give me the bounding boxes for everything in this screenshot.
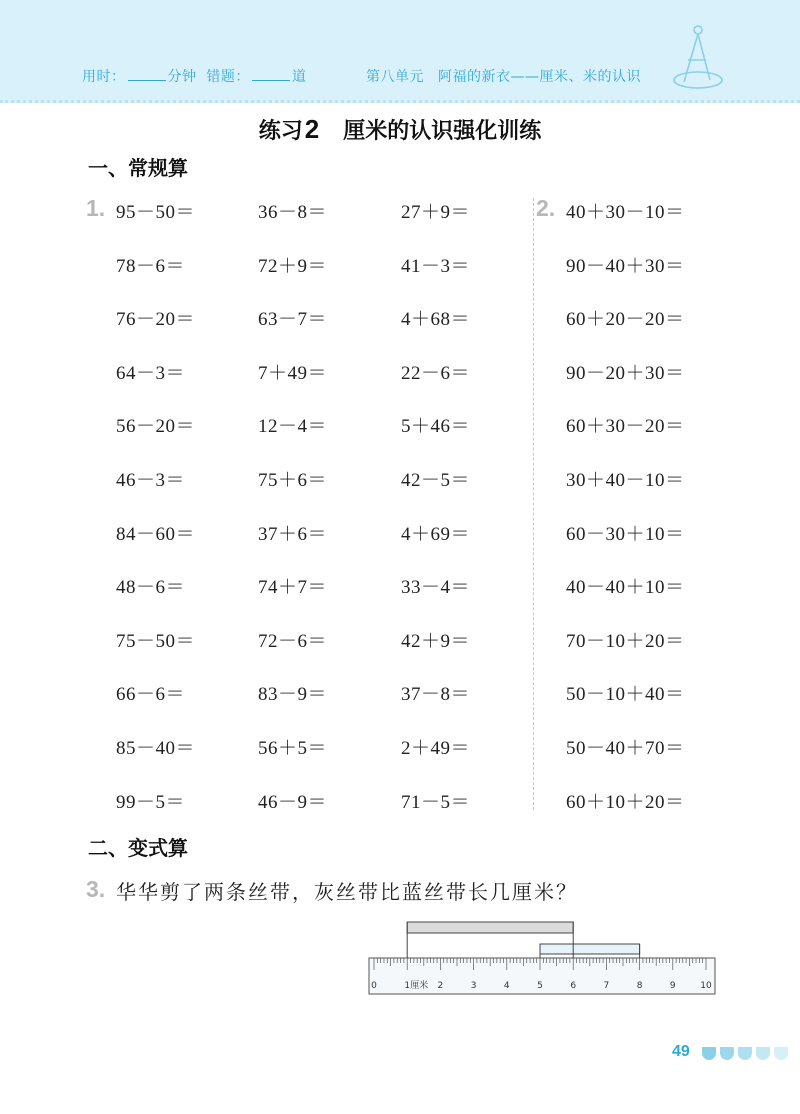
problem-1-10: 66－6＝ [116,684,186,706]
problem-3-3: 4＋68＝ [401,309,471,331]
column-divider [533,198,534,810]
errors-blank[interactable] [252,80,290,81]
question-number-1: 1. [86,195,106,221]
problem-3-10: 37－8＝ [401,684,471,706]
problem-1-7: 84－60＝ [116,523,196,545]
problem-1-6: 46－3＝ [116,470,186,491]
page-number: 49 [672,1043,690,1060]
problem-3-4: 22－6＝ [401,362,471,384]
problem-3-7: 4＋69＝ [401,523,471,545]
problem-1-8: 48－6＝ [116,577,186,599]
gray-ribbon [407,922,573,933]
problem-4-9: 70－10＋20＝ [566,630,685,652]
title-number: 2 [304,114,320,144]
title-text: 厘米的认识强化训练 [343,119,542,144]
blue-ribbon [540,944,640,954]
problem-4-3: 60＋20－20＝ [566,309,685,331]
problem-4-12: 60＋10＋20＝ [566,791,685,813]
problem-2-9: 72－6＝ [258,630,328,652]
question-3-text: 华华剪了两条丝带，灰丝带比蓝丝带长几厘米？ [116,880,578,904]
problem-2-11: 56＋5＝ [258,738,328,759]
title-prefix: 练习 [258,119,303,144]
problem-4-1: 40＋30－10＝ [566,202,685,223]
header-unit [366,66,641,86]
ruler-tick-label: 7 [603,981,610,991]
problem-4-6: 30＋40－10＝ [566,470,685,491]
ruler-tick-label: 6 [570,981,577,991]
ruler-svg [368,918,718,1000]
problem-3-2: 41－3＝ [401,255,471,277]
problem-1-5: 56－20＝ [116,416,196,438]
problem-2-12: 46－9＝ [258,791,328,813]
decorative-drops-icon [700,1045,796,1061]
problem-2-7: 37＋6＝ [258,523,328,545]
page-title [0,114,800,145]
problem-1-11: 85－40＝ [116,738,196,759]
problem-3-12: 71－5＝ [401,791,471,813]
ruler-unit-label: 厘米 [410,981,429,991]
problem-3-11: 2＋49＝ [401,738,471,759]
errors-unit: 道 [291,69,307,85]
time-label: 用时： [82,69,126,85]
ruler-tick-label: 0 [371,981,377,991]
problem-1-3: 76－20＝ [116,309,196,331]
problem-4-4: 90－20＋30＝ [566,362,685,384]
problem-1-1: 95－50＝ [116,202,196,223]
ruler-tick-label: 5 [537,981,543,991]
problem-3-8: 33－4＝ [401,577,471,599]
section2-title: 二、变式算 [88,836,188,860]
problem-4-11: 50－40＋70＝ [566,738,685,759]
question-number-2: 2. [536,195,556,221]
header-time-errors [82,66,306,86]
problem-4-2: 90－40＋30＝ [566,255,685,277]
problem-3-9: 42＋9＝ [401,630,471,652]
time-blank[interactable] [128,80,166,81]
problem-2-1: 36－8＝ [258,202,328,223]
ruler-tick-label: 3 [470,981,477,991]
ruler-tick-label: 9 [669,981,676,991]
problem-1-12: 99－5＝ [116,791,186,813]
ruler-tick-label: 10 [700,981,712,991]
question-number-3: 3. [86,876,106,902]
problem-3-6: 42－5＝ [401,470,471,491]
problem-2-2: 72＋9＝ [258,255,328,277]
problem-2-4: 7＋49＝ [258,362,328,384]
ruler-tick-label: 1 [404,981,411,991]
unit-title: 阿福的新衣——厘米、米的认识 [438,69,641,85]
ruler-tick-label: 2 [437,981,444,991]
problem-3-1: 27＋9＝ [401,202,471,223]
problem-4-8: 40－40＋10＝ [566,577,685,599]
time-unit: 分钟 [167,69,197,85]
compass-icon [668,22,728,92]
unit-name: 第八单元 [366,69,424,85]
problem-2-10: 83－9＝ [258,684,328,706]
ruler-tick-label: 4 [503,981,510,991]
ruler-figure [368,918,718,1000]
problem-1-4: 64－3＝ [116,362,186,384]
problem-2-6: 75＋6＝ [258,470,328,491]
problem-3-5: 5＋46＝ [401,416,471,438]
problem-2-3: 63－7＝ [258,309,328,331]
ruler-tick-label: 8 [636,981,643,991]
problem-1-9: 75－50＝ [116,630,196,652]
errors-label: 错题： [206,69,250,85]
problem-2-5: 12－4＝ [258,416,328,438]
problem-2-8: 74＋7＝ [258,577,328,599]
problem-4-7: 60－30＋10＝ [566,523,685,545]
problem-4-5: 60＋30－20＝ [566,416,685,438]
problem-1-2: 78－6＝ [116,255,186,277]
section1-title: 一、常规算 [88,156,188,180]
problem-4-10: 50－10＋40＝ [566,684,685,706]
